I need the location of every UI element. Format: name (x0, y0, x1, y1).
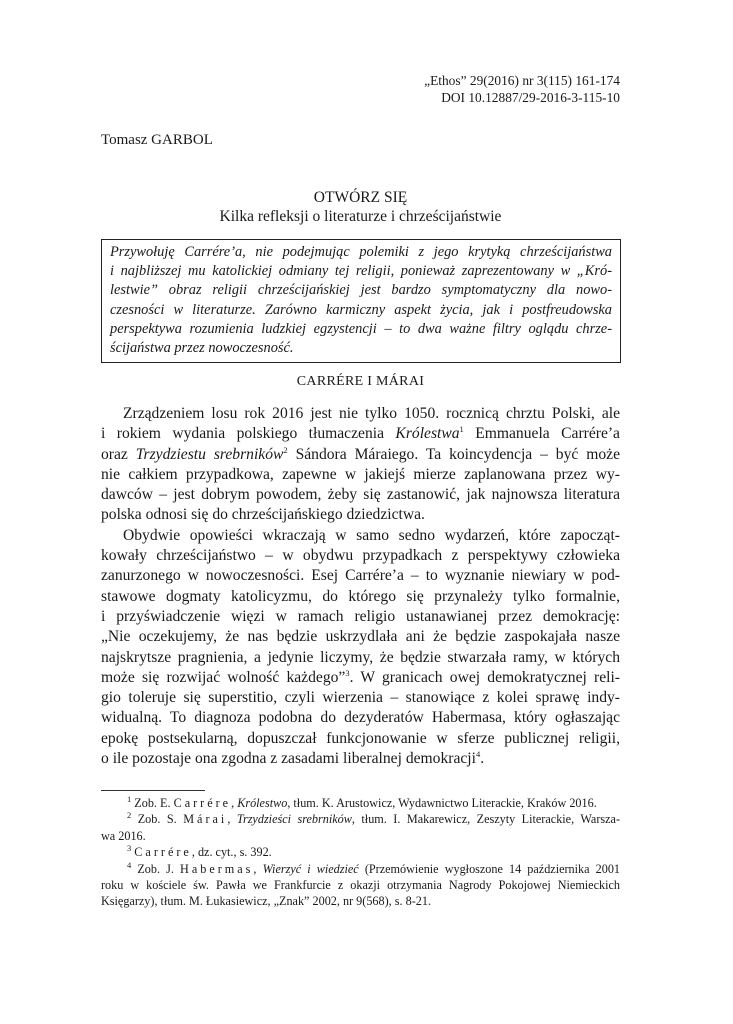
journal-reference (424, 72, 620, 106)
section-heading: CARRÉRE I MÁRAI (296, 374, 425, 389)
footnote-number: 4 (127, 859, 132, 870)
text-run: , (227, 812, 237, 827)
footnote-ref: 4 (475, 748, 481, 759)
text-run: , tłum. K. Arustowicz, Wydawnictwo Literackie, Kraków 2016. (287, 796, 597, 810)
author-surname: Habermas (180, 861, 254, 876)
abstract-box (101, 239, 621, 363)
text-run: może się rozwijać wolność każdego” (101, 668, 346, 686)
footnote-line (101, 844, 620, 860)
paragraph-line: Zrządzeniem losu rok 2016 jest nie tylko 1050. rocznicą chrztu Polski, ale (123, 405, 620, 422)
paragraph-line: gio toleruje się superstitio, czyli wierzenia – stanowiące z kolei sprawę indy- (101, 689, 620, 707)
author-surname: Márai (183, 812, 228, 827)
paragraph-line: dawców – jest dobrym powodem, żeby się zastanowić, jak najnowsza literatura (101, 486, 620, 504)
footnote-line: Księgarzy), tłum. M. Łukasiewicz, „Znak” 2002, nr 9(568), s. 8-21. (101, 894, 431, 909)
abstract-line: Przywołuję Carrére’a, nie podejmując polemiki z jego krytyką chrześcijaństwa (110, 244, 612, 260)
footnote-2 (101, 811, 620, 844)
footnote-line (101, 795, 620, 811)
paragraph-line: epokę postsekularną, dopuszczał funkcjonowanie w sferze publicznej religii, (101, 729, 620, 747)
text-run: . W granicach owej demokratycznej reli- (349, 668, 620, 686)
text-run: o ile pozostaje ona zgodna z zasadami liberalnej demokracji (101, 750, 476, 768)
footnote-line (101, 811, 620, 827)
italic-title: Królestwa (395, 425, 460, 443)
footnotes (101, 795, 620, 910)
paragraph-line: najskrytsze pragnienia, a jedynie liczymy, że będzie stwarzała ramy, w których (101, 648, 620, 666)
abstract-line: czesności w literaturze. Zarówno karmiczny aspekt życia, jak i postfreudowska (110, 301, 612, 318)
doi: DOI 10.12887/29-2016-3-115-10 (441, 90, 620, 105)
paragraph-line (101, 424, 620, 444)
paragraph-line: stawowe dogmaty katolicyzmu, do którego się przynależy tylko formalnie, (101, 587, 620, 605)
text-run: , dz. cyt., s. 392. (191, 845, 272, 860)
paragraph-line: Obydwie opowieści wkraczają w samo sedno wydarzeń, które zapocząt- (123, 526, 620, 544)
paragraph-line: widualną. To diagnoza podobna do dezyderatów Habermasa, który ogłaszając (101, 709, 620, 727)
text-run: Emmanuela Carrére’a (463, 425, 620, 443)
paragraph-line (101, 445, 620, 465)
paragraph-line: polska odnosi się do chrześcijańskiego dziedzictwa. (101, 506, 425, 524)
footnote-1 (101, 795, 620, 811)
footnote-number: 1 (127, 793, 132, 804)
footnote-line: wa 2016. (101, 828, 146, 843)
author-name: Tomasz GARBOL (101, 132, 213, 148)
footnote-number: 3 (127, 843, 132, 854)
footnote-ref: 3 (345, 667, 350, 678)
footnote-line: roku w kościele św. Pawła we Frankfurcie z okazji otrzymania Nagrody Pokojowej Niemieckich (101, 878, 620, 893)
author-surname: Carrére (134, 845, 192, 860)
text-run: , (253, 861, 263, 876)
paragraph-line (101, 749, 620, 769)
text-run: Zob. S. (131, 812, 184, 827)
author-surname: Carrére (173, 796, 232, 810)
footnote-ref: 1 (459, 424, 464, 435)
italic-title: Trzydziestu srebrników (135, 445, 284, 463)
footnote-number: 2 (127, 810, 132, 821)
paper-page (101, 0, 620, 1024)
abstract-line: lestwie” obraz religii chrześcijańskiej jest bardzo symptomatyczny dla nowo- (110, 282, 612, 299)
article-title: OTWÓRZ SIĘ (313, 189, 408, 206)
footnote-ref: 2 (283, 444, 288, 455)
footnote-line (101, 861, 620, 877)
article-subtitle: Kilka refleksji o literaturze i chrześcijaństwie (219, 208, 502, 225)
title-block (101, 188, 620, 226)
text-run: Zob. E. (131, 796, 174, 810)
text-run: i rokiem wydania polskiego tłumaczenia (101, 425, 396, 443)
footnote-3 (101, 844, 620, 860)
text-run: Zob. J. (131, 861, 181, 876)
text-run: . (480, 750, 485, 768)
abstract-line: ścijaństwa przez nowoczesność. (110, 340, 294, 357)
italic-title: Królestwo (237, 796, 288, 810)
italic-title: Wierzyć i wiedzieć (262, 861, 359, 876)
text-run: , (231, 796, 238, 810)
abstract-line: perspektywa rozumienia ludzkiej egzystencji – to dwa ważne filtry oglądu chrze- (110, 320, 612, 337)
body-text (101, 404, 620, 769)
paragraph-line: i przyświadczenie więzi w ramach religio ustanawianej przez demokrację: (101, 607, 620, 625)
paragraph-line: „Nie oczekujemy, że nas będzie uskrzydlała ani że będzie zaspokajała nasze (101, 628, 620, 646)
abstract-line: i najbliższej mu katolickiej odmiany tej religii, ponieważ zaprezentowany w „Kró- (110, 263, 612, 280)
journal-citation: „Ethos” 29(2016) nr 3(115) 161-174 (424, 73, 620, 88)
text-run: Sándora Máraiego. Ta koincydencja – być może (287, 445, 620, 463)
text-run: , tłum. I. Makarewicz, Zeszyty Literackie, Warsza- (351, 812, 620, 827)
paragraph-line: zanurzonego w nowoczesności. Esej Carrére’a – to wyznanie niewiary w pod- (101, 567, 620, 585)
text-run: oraz (101, 445, 136, 463)
paragraph-line: nie całkiem przypadkowa, zapewne w jakiejś mierze zaplanowana przez wy- (101, 465, 620, 483)
paragraph-line: kowały chrześcijaństwo – w obydwu przypadkach z perspektywy człowieka (101, 547, 620, 565)
italic-title: Trzydzieści srebrników (236, 812, 352, 827)
paragraph-line (101, 668, 620, 688)
text-run: (Przemówienie wygłoszone 14 października 2001 (358, 861, 621, 876)
footnote-separator (101, 790, 205, 791)
footnote-4 (101, 861, 620, 910)
